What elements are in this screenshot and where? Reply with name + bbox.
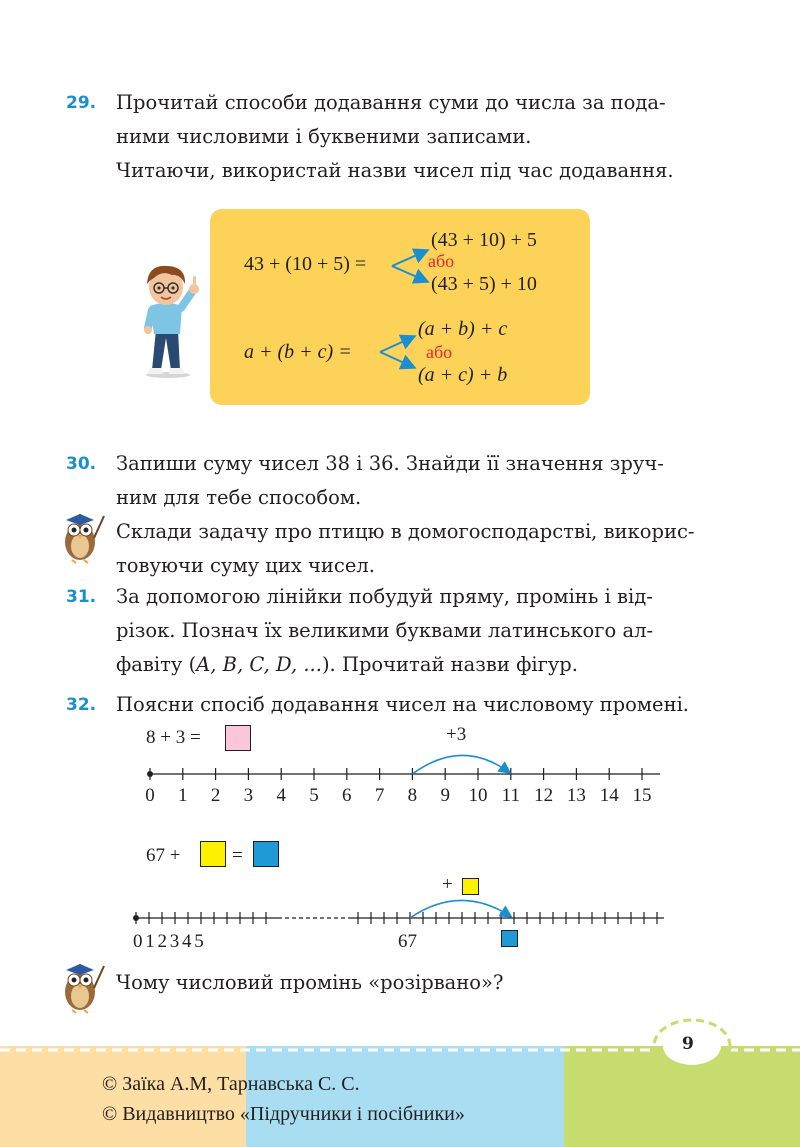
equation-1: 8 + 3 = [146, 727, 201, 748]
letter-option-2: (a + c) + b [418, 364, 508, 386]
task-31 [66, 580, 704, 682]
text-line: товуючи суму цих чисел. [116, 554, 375, 577]
text-fragment: фавіту ( [116, 653, 197, 676]
tick-label: 11 [501, 785, 520, 806]
result-box [253, 841, 279, 867]
equals-sign: = [232, 845, 243, 866]
tick-label: 5 [309, 785, 319, 806]
tick-label: 7 [374, 785, 385, 806]
task-text [116, 447, 704, 583]
text-line: Запиши суму чисел 38 і 36. Знайди її значення зруч- [116, 452, 664, 475]
text-line: Склади задачу про птицю в домогосподарстві, викорис- [116, 520, 695, 543]
result-box-small [501, 930, 518, 947]
tick-label: 1 [178, 785, 188, 806]
task-29 [66, 86, 704, 188]
text-line: ним для тебе способом. [116, 486, 362, 509]
numeric-expression: 43 + (10 + 5) = [244, 253, 367, 275]
or-word: або [426, 342, 453, 362]
tick-labels-start: 0 1 2 3 4 5 [133, 931, 203, 952]
tick-label-67: 67 [398, 931, 417, 952]
page-number-badge [650, 1016, 740, 1076]
tick-label: 2 [210, 785, 221, 806]
text-line: Поясни спосіб додавання чисел на числовому промені. [116, 693, 690, 716]
text-line [116, 648, 704, 682]
tick-label: 9 [440, 785, 450, 806]
task-text [116, 580, 704, 682]
letter-option-1: (a + b) + c [418, 318, 508, 340]
latin-letters: A, B, C, D, ... [196, 653, 322, 676]
arc-label-2: + [442, 874, 453, 895]
example-box [210, 209, 590, 405]
page-number: 9 [682, 1034, 694, 1054]
question [66, 966, 704, 1000]
equation-2: 67 + [146, 845, 181, 866]
task-30 [66, 447, 704, 583]
text-fragment: ). Прочитай назви фігур. [321, 653, 578, 676]
tick-label: 0 [145, 785, 155, 806]
copyright-authors: © Заїка А.М, Тарнавська С. С. [102, 1073, 360, 1095]
question-text: Чому числовий промінь «розірвано»? [116, 971, 504, 994]
tick-label: 10 [468, 785, 488, 806]
task-32 [66, 688, 704, 722]
numeric-option-2: (43 + 5) + 10 [431, 273, 537, 295]
tick-label: 13 [566, 785, 586, 806]
number-line-1 [140, 740, 670, 790]
boy-illustration [136, 262, 210, 378]
task-number: 31. [66, 587, 97, 607]
tick-label: 3 [243, 785, 254, 806]
or-word: або [428, 251, 455, 271]
jump-arc-1 [412, 755, 508, 774]
letter-expression: a + (b + c) = [244, 341, 352, 363]
task-number: 30. [66, 454, 97, 474]
text-line: різок. Познач їх великими буквами латинського ал- [116, 619, 654, 642]
task-text [116, 86, 704, 188]
tick-label: 4 [276, 785, 286, 806]
tick-label: 6 [342, 785, 352, 806]
text-line: Прочитай способи додавання суми до числа за пода- [116, 91, 666, 114]
numeric-option-1: (43 + 10) + 5 [431, 229, 537, 251]
footer [0, 1034, 800, 1147]
addend-box [200, 841, 226, 867]
number-line-2 [130, 890, 670, 930]
text-line: ними числовими і буквеними записами. [116, 125, 532, 148]
tick-label: 15 [632, 785, 652, 806]
arc-label-1: +3 [446, 724, 467, 745]
text-line: Читаючи, використай назви чисел під час додавання. [116, 159, 674, 182]
branch-arrows [210, 209, 590, 405]
jump-arc-2 [410, 900, 510, 918]
tick-label: 12 [534, 785, 554, 806]
task-number: 32. [66, 695, 97, 715]
copyright-publisher: © Видавництво «Підручники і посібники» [102, 1103, 465, 1125]
tick-label: 8 [407, 785, 418, 806]
task-text [116, 688, 704, 722]
task-number: 29. [66, 93, 97, 113]
text-line: За допомогою лінійки побудуй пряму, промінь і від- [116, 585, 653, 608]
tick-label: 14 [599, 785, 619, 806]
